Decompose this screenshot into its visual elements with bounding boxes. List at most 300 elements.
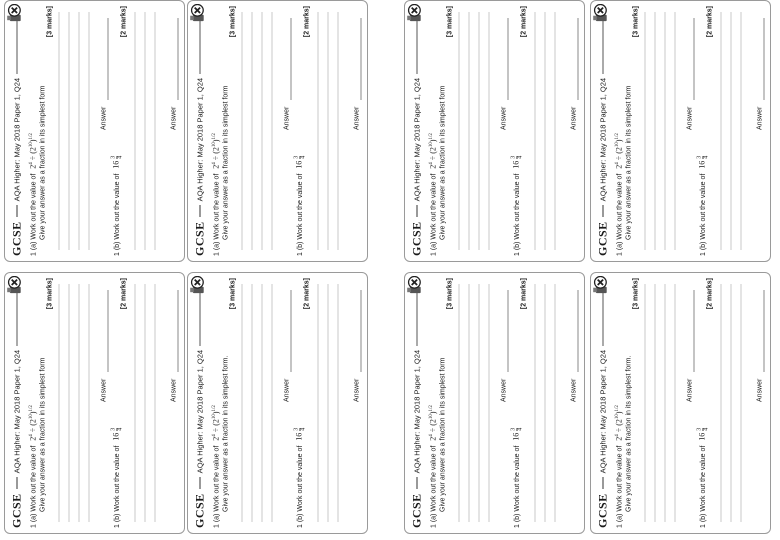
answer-label-1a: Answer	[686, 106, 693, 130]
card-header	[595, 278, 609, 528]
expr-1b-base: 16	[697, 432, 707, 441]
writing-line	[488, 284, 489, 522]
answer-line-1b[interactable]	[360, 290, 361, 372]
answer-line-1a[interactable]	[290, 18, 291, 100]
x-mark-logo-icon	[590, 276, 608, 294]
question-1b	[293, 428, 306, 528]
writing-line	[544, 12, 545, 250]
answer-label-1a: Answer	[100, 378, 107, 402]
writing-line	[654, 12, 655, 250]
gcse-title: GCSE	[408, 221, 423, 256]
expr-exp-1: 4	[211, 162, 217, 165]
expr-exp-1: 4	[614, 434, 620, 437]
writing-line	[337, 12, 338, 250]
question-1b-label: 1 (b) Work out the value of	[113, 173, 121, 256]
question-1a-marks: [3 marks]	[229, 278, 236, 310]
writing-line	[554, 12, 555, 250]
answer-label-1b: Answer	[170, 378, 177, 402]
question-1b-marks: [2 marks]	[303, 6, 310, 38]
answer-label-1a: Answer	[500, 378, 507, 402]
fraction-denominator: 4	[517, 427, 523, 431]
expr-power: 1/2	[428, 133, 434, 140]
expr-exp-1: 4	[614, 162, 620, 165]
question-1a	[211, 133, 220, 256]
question-1a-label: 1 (a) Work out the value of	[213, 173, 220, 256]
expr-base-1: 2	[28, 164, 37, 169]
expr-1b-base: 16	[294, 160, 304, 169]
writing-line	[154, 12, 155, 250]
writing-line	[78, 12, 79, 250]
writing-line	[88, 284, 89, 522]
expr-tail: )	[211, 139, 220, 143]
writing-line	[317, 12, 318, 250]
answer-line-1b[interactable]	[577, 18, 578, 100]
header-dash	[416, 477, 417, 489]
question-card	[590, 0, 771, 262]
expr-power: 1/2	[211, 133, 217, 140]
question-1a-expression	[428, 405, 437, 441]
writing-line	[674, 284, 675, 522]
exam-source: AQA Higher: May 2018 Paper 1, Q24	[194, 349, 204, 474]
writing-line	[534, 12, 535, 250]
gcse-title: GCSE	[408, 493, 423, 528]
question-1a-label: 1 (a) Work out the value of	[430, 173, 437, 256]
writing-line	[720, 284, 721, 522]
header-dash	[602, 205, 603, 217]
expr-exp-1: 4	[28, 162, 34, 165]
question-1a-expression	[28, 405, 37, 441]
question-1b-label: 1 (b) Work out the value of	[113, 445, 121, 528]
question-1b-expression	[696, 427, 709, 441]
answer-label-1a: Answer	[100, 106, 107, 130]
question-1a	[428, 133, 437, 256]
expr-1b-exponent	[510, 156, 523, 159]
expr-exp-2: 10	[28, 414, 34, 420]
writing-line	[134, 284, 135, 522]
gcse-title: GCSE	[8, 221, 23, 256]
writing-line	[468, 284, 469, 522]
writing-line	[68, 12, 69, 250]
writing-line	[664, 284, 665, 522]
expr-base-2: (2	[211, 147, 220, 154]
question-1b-marks: [2 marks]	[303, 278, 310, 310]
writing-line	[730, 12, 731, 250]
writing-line	[271, 284, 272, 522]
header-dash	[602, 477, 603, 489]
question-1a	[28, 133, 37, 256]
answer-line-1b[interactable]	[177, 18, 178, 100]
question-card	[4, 0, 185, 262]
writing-line	[58, 284, 59, 522]
expr-tail: )	[614, 411, 623, 415]
answer-line-1a[interactable]	[107, 18, 108, 100]
writing-line	[478, 284, 479, 522]
answer-label-1b: Answer	[170, 106, 177, 130]
question-1b-expression	[110, 427, 123, 441]
answer-label-1b: Answer	[570, 378, 577, 402]
expr-exp-2: 10	[28, 142, 34, 148]
answer-line-1b[interactable]	[763, 290, 764, 372]
card-header	[9, 6, 23, 256]
question-1a-marks: [3 marks]	[46, 278, 53, 310]
question-1b-label: 1 (b) Work out the value of	[296, 173, 304, 256]
expr-1b-exponent	[696, 156, 709, 159]
writing-line	[654, 284, 655, 522]
question-1b-marks: [2 marks]	[520, 6, 527, 38]
writing-line	[644, 12, 645, 250]
gcse-title: GCSE	[191, 493, 206, 528]
writing-line	[144, 284, 145, 522]
writing-line	[458, 284, 459, 522]
question-1a	[211, 405, 220, 528]
expr-exp-1: 4	[211, 434, 217, 437]
question-1a-expression	[614, 405, 623, 441]
writing-line	[327, 284, 328, 522]
question-1b-label: 1 (b) Work out the value of	[699, 445, 707, 528]
expr-base-1: 2	[428, 436, 437, 441]
expr-exp-1: 4	[428, 434, 434, 437]
writing-line	[154, 284, 155, 522]
expr-operator: ÷	[211, 427, 220, 433]
question-1a-marks: [3 marks]	[446, 6, 453, 38]
x-mark-logo-icon	[187, 4, 205, 22]
expr-tail: )	[428, 139, 437, 143]
x-mark-logo-icon	[404, 276, 422, 294]
card-header	[9, 278, 23, 528]
writing-line	[327, 12, 328, 250]
question-1b	[110, 428, 123, 528]
expr-exp-2: 10	[211, 142, 217, 148]
expr-exp-2: 10	[614, 142, 620, 148]
expr-operator: ÷	[614, 155, 623, 161]
writing-line	[644, 284, 645, 522]
question-1a-label: 1 (a) Work out the value of	[616, 173, 623, 256]
question-1b-label: 1 (b) Work out the value of	[699, 173, 707, 256]
expr-base-1: 2	[211, 436, 220, 441]
expr-operator: ÷	[28, 155, 37, 161]
question-1b-expression	[293, 155, 306, 169]
answer-line-1b[interactable]	[360, 18, 361, 100]
expr-1b-base: 16	[111, 160, 121, 169]
fraction-denominator: 4	[300, 427, 306, 431]
expr-exp-2: 10	[614, 414, 620, 420]
expr-1b-base: 16	[294, 432, 304, 441]
header-dash	[199, 477, 200, 489]
question-1b-label: 1 (b) Work out the value of	[296, 445, 304, 528]
question-1a-expression	[211, 405, 220, 441]
exam-source: AQA Higher: May 2018 Paper 1, Q24	[597, 77, 607, 202]
writing-line	[488, 12, 489, 250]
question-1a-label: 1 (a) Work out the value of	[213, 445, 220, 528]
fraction-numerator: 3	[510, 427, 516, 431]
question-1a	[614, 133, 623, 256]
expr-base-2: (2	[428, 147, 437, 154]
question-1b	[510, 156, 523, 256]
writing-line	[720, 12, 721, 250]
expr-exp-2: 10	[428, 414, 434, 420]
expr-operator: ÷	[428, 427, 437, 433]
expr-1b-exponent	[110, 156, 123, 159]
fraction-denominator: 4	[117, 427, 123, 431]
card-header	[409, 6, 423, 256]
fraction-denominator: 4	[703, 427, 709, 431]
expr-power: 1/2	[28, 405, 34, 412]
question-1b-label: 1 (b) Work out the value of	[513, 445, 521, 528]
writing-line	[674, 12, 675, 250]
gcse-title: GCSE	[594, 221, 609, 256]
question-1a-instruction: Give your answer as a fraction in its simplest form.	[222, 355, 229, 512]
expr-tail: )	[28, 411, 37, 415]
expr-base-2: (2	[614, 419, 623, 426]
fraction-denominator: 4	[300, 155, 306, 159]
exam-source: AQA Higher: May 2018 Paper 1, Q24	[597, 349, 607, 474]
x-mark-logo-icon	[590, 4, 608, 22]
question-card	[4, 272, 185, 534]
question-1b-marks: [2 marks]	[120, 6, 127, 38]
header-dash	[16, 477, 17, 489]
expr-operator: ÷	[211, 155, 220, 161]
fraction-numerator: 3	[110, 427, 116, 431]
expr-tail: )	[211, 411, 220, 415]
exam-source: AQA Higher: May 2018 Paper 1, Q24	[411, 349, 421, 474]
header-dash	[16, 205, 17, 217]
writing-line	[458, 12, 459, 250]
writing-line	[468, 12, 469, 250]
fraction-numerator: 3	[110, 155, 116, 159]
question-1b-expression	[293, 427, 306, 441]
expr-exp-2: 10	[211, 414, 217, 420]
question-1a-marks: [3 marks]	[632, 278, 639, 310]
question-1b-label: 1 (b) Work out the value of	[513, 173, 521, 256]
writing-line	[337, 284, 338, 522]
question-1a-label: 1 (a) Work out the value of	[616, 445, 623, 528]
question-1b	[696, 428, 709, 528]
expr-power: 1/2	[211, 405, 217, 412]
writing-line	[58, 12, 59, 250]
question-1b-marks: [2 marks]	[706, 278, 713, 310]
expr-power: 1/2	[28, 133, 34, 140]
answer-label-1b: Answer	[756, 378, 763, 402]
fraction-numerator: 3	[293, 427, 299, 431]
question-1a-label: 1 (a) Work out the value of	[30, 445, 37, 528]
writing-line	[261, 284, 262, 522]
question-1a-instruction: Give your answer as a fraction in its simplest form	[39, 85, 46, 240]
exam-source: AQA Higher: May 2018 Paper 1, Q24	[411, 77, 421, 202]
expr-exp-1: 4	[428, 162, 434, 165]
question-1b-marks: [2 marks]	[520, 278, 527, 310]
question-card	[404, 0, 585, 262]
expr-base-2: (2	[428, 419, 437, 426]
question-1a-label: 1 (a) Work out the value of	[430, 445, 437, 528]
question-1b-expression	[110, 155, 123, 169]
answer-line-1a[interactable]	[507, 290, 508, 372]
expr-base-2: (2	[28, 419, 37, 426]
question-1a-label: 1 (a) Work out the value of	[30, 173, 37, 256]
writing-line	[544, 284, 545, 522]
expr-power: 1/2	[428, 405, 434, 412]
question-1b-expression	[510, 427, 523, 441]
writing-line	[134, 12, 135, 250]
card-content	[592, 2, 769, 260]
writing-line	[88, 12, 89, 250]
header-dash	[416, 205, 417, 217]
question-1a	[28, 405, 37, 528]
question-1a	[614, 405, 623, 528]
writing-line	[664, 12, 665, 250]
card-content	[189, 274, 366, 532]
expr-1b-exponent	[510, 428, 523, 431]
fraction-denominator: 4	[517, 155, 523, 159]
expr-operator: ÷	[428, 155, 437, 161]
question-card	[590, 272, 771, 534]
expr-base-2: (2	[614, 147, 623, 154]
question-1a-expression	[428, 133, 437, 169]
answer-line-1b[interactable]	[177, 290, 178, 372]
expr-1b-base: 16	[511, 160, 521, 169]
card-header	[595, 6, 609, 256]
question-1a-marks: [3 marks]	[229, 6, 236, 38]
answer-label-1b: Answer	[570, 106, 577, 130]
question-1b	[293, 156, 306, 256]
question-card	[187, 0, 368, 262]
question-1b	[696, 156, 709, 256]
writing-line	[261, 12, 262, 250]
expr-1b-exponent	[696, 428, 709, 431]
card-content	[6, 2, 183, 260]
expr-1b-base: 16	[111, 432, 121, 441]
answer-line-1b[interactable]	[763, 18, 764, 100]
fraction-numerator: 3	[510, 155, 516, 159]
fraction-denominator: 4	[703, 155, 709, 159]
expr-exp-2: 10	[428, 142, 434, 148]
writing-line	[554, 284, 555, 522]
question-1a	[428, 405, 437, 528]
card-content	[406, 2, 583, 260]
gcse-title: GCSE	[594, 493, 609, 528]
expr-exp-1: 4	[28, 434, 34, 437]
card-content	[592, 274, 769, 532]
answer-line-1a[interactable]	[693, 290, 694, 372]
writing-line	[251, 12, 252, 250]
question-card	[404, 272, 585, 534]
answer-line-1a[interactable]	[507, 18, 508, 100]
header-dash	[199, 205, 200, 217]
card-header	[192, 278, 206, 528]
question-1a-marks: [3 marks]	[46, 6, 53, 38]
expr-1b-base: 16	[511, 432, 521, 441]
expr-power: 1/2	[614, 133, 620, 140]
expr-power: 1/2	[614, 405, 620, 412]
exam-source: AQA Higher: May 2018 Paper 1, Q24	[11, 349, 21, 474]
expr-base-1: 2	[614, 436, 623, 441]
writing-line	[78, 284, 79, 522]
card-content	[189, 2, 366, 260]
expr-tail: )	[28, 139, 37, 143]
answer-label-1a: Answer	[500, 106, 507, 130]
answer-label-1b: Answer	[353, 106, 360, 130]
expr-base-2: (2	[211, 419, 220, 426]
writing-line	[478, 12, 479, 250]
fraction-numerator: 3	[696, 155, 702, 159]
question-1a-instruction: Give your answer as a fraction in its simplest form	[222, 85, 229, 240]
writing-line	[68, 284, 69, 522]
card-content	[406, 274, 583, 532]
writing-line	[740, 284, 741, 522]
card-content	[6, 274, 183, 532]
question-1a-marks: [3 marks]	[632, 6, 639, 38]
answer-label-1a: Answer	[686, 378, 693, 402]
question-1b-marks: [2 marks]	[120, 278, 127, 310]
writing-line	[730, 284, 731, 522]
writing-line	[740, 12, 741, 250]
question-1b	[510, 428, 523, 528]
writing-line	[317, 284, 318, 522]
answer-line-1a[interactable]	[290, 290, 291, 372]
question-1a-expression	[28, 133, 37, 169]
question-1b-expression	[510, 155, 523, 169]
question-1a-marks: [3 marks]	[446, 278, 453, 310]
expr-operator: ÷	[28, 427, 37, 433]
question-1a-instruction: Give your answer as a fraction in its simplest form	[439, 85, 446, 240]
expr-1b-exponent	[293, 156, 306, 159]
expr-base-2: (2	[28, 147, 37, 154]
writing-line	[251, 284, 252, 522]
question-card	[187, 272, 368, 534]
question-1a-instruction: Give your answer as a fraction in its simplest form	[39, 357, 46, 512]
expr-base-1: 2	[211, 164, 220, 169]
fraction-numerator: 3	[696, 427, 702, 431]
answer-label-1b: Answer	[353, 378, 360, 402]
answer-line-1b[interactable]	[577, 290, 578, 372]
writing-line	[144, 12, 145, 250]
writing-line	[241, 284, 242, 522]
answer-label-1a: Answer	[283, 106, 290, 130]
question-1b-expression	[696, 155, 709, 169]
card-header	[192, 6, 206, 256]
exam-source: AQA Higher: May 2018 Paper 1, Q24	[194, 77, 204, 202]
question-1b-marks: [2 marks]	[706, 6, 713, 38]
answer-line-1a[interactable]	[107, 290, 108, 372]
expr-base-1: 2	[28, 436, 37, 441]
question-1a-instruction: Give your answer as a fraction in its simplest form	[625, 85, 632, 240]
expr-tail: )	[614, 139, 623, 143]
question-1a-instruction: Give your answer as a fraction in its simplest form	[439, 357, 446, 512]
gcse-title: GCSE	[8, 493, 23, 528]
x-mark-logo-icon	[4, 276, 22, 294]
question-1b	[110, 156, 123, 256]
expr-1b-exponent	[110, 428, 123, 431]
gcse-title: GCSE	[191, 221, 206, 256]
expr-operator: ÷	[614, 427, 623, 433]
question-1a-expression	[211, 133, 220, 169]
expr-1b-base: 16	[697, 160, 707, 169]
card-header	[409, 278, 423, 528]
answer-line-1a[interactable]	[693, 18, 694, 100]
question-1a-expression	[614, 133, 623, 169]
writing-line	[534, 284, 535, 522]
x-mark-logo-icon	[187, 276, 205, 294]
writing-line	[241, 12, 242, 250]
expr-1b-exponent	[293, 428, 306, 431]
x-mark-logo-icon	[4, 4, 22, 22]
expr-tail: )	[428, 411, 437, 415]
expr-base-1: 2	[614, 164, 623, 169]
fraction-numerator: 3	[293, 155, 299, 159]
answer-label-1b: Answer	[756, 106, 763, 130]
fraction-denominator: 4	[117, 155, 123, 159]
x-mark-logo-icon	[404, 4, 422, 22]
answer-label-1a: Answer	[283, 378, 290, 402]
